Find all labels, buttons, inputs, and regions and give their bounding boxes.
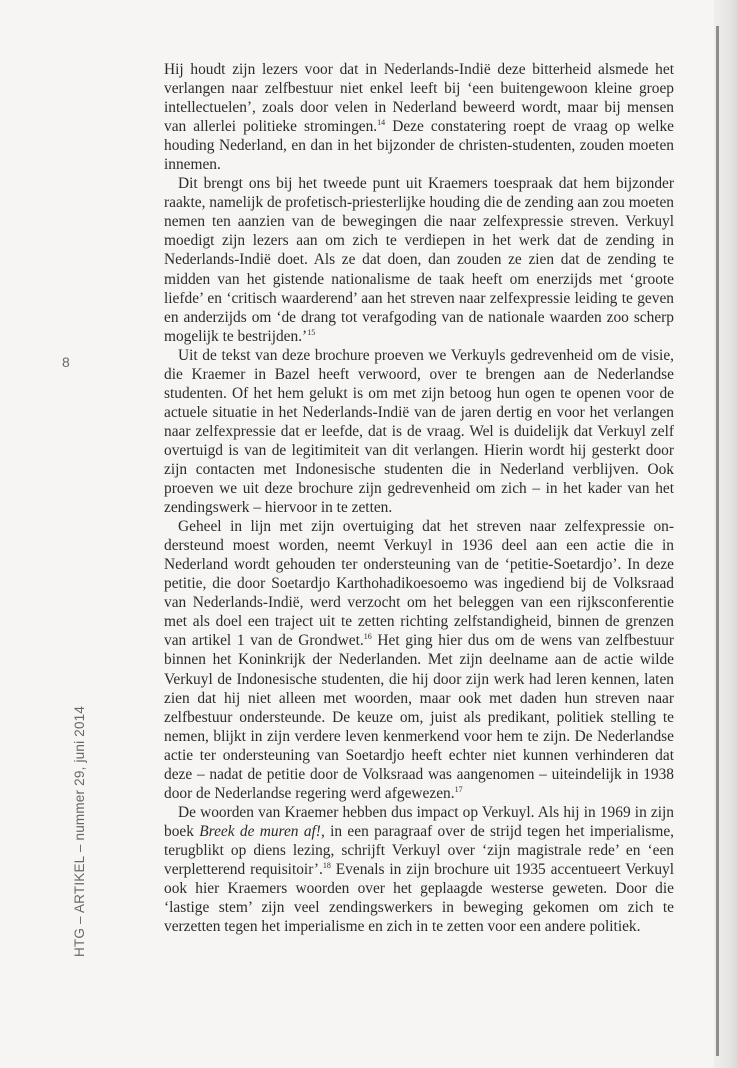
paragraph	[164, 517, 674, 803]
text-run: Evenals in zijn brochure uit 1935 accentueert Verkuyl ook hier Kraemers woorden over het geplaagde westerse geweten. Door die ‘lastige stem’ zijn veel zendingswerkers in beweging gekomen om zich te verzetten tegen het imperialisme en zich in te zetten voor een andere politiek.	[164, 860, 674, 936]
footnote-ref: 16	[363, 632, 372, 642]
footnote-ref: 14	[377, 118, 386, 128]
text-run: Dit brengt ons bij het tweede punt uit Kraemers toespraak dat hem bijzonder raakte, namelijk de profetisch-priesterlijke houding die de zending aan zou moeten nemen ten aanzien van de bewegingen die naar zelfexpressie streven. Verkuyl moedigt zijn lezers aan om zich te verdiepen in het werk dat de zending in Nederlands-Indië doet. Als ze dat doen, dan zouden ze zien dat de zending te midden van het gistende nationalisme de taak heeft om enerzijds met ‘groote liefde’ en ‘critisch waarderend’ aan het streven naar zelfexpressie leiding te geven en anderzijds om ‘de drang tot verafgoding van de nationale waarden zoo scherp mogelijk te bestrijden.’	[164, 175, 674, 345]
paragraph	[164, 60, 674, 174]
text-run: Uit de tekst van deze brochure proeven we Verkuyls gedrevenheid om de visie, die Kraemer in Bazel heeft verwoord, over te brengen aan de Nederlandse studenten. Of het hem gelukt is om met zijn betoog hun ogen te openen voor de actuele situatie in het Nederlands-Indië van de jaren dertig en voor het verlangen naar zelfexpressie dat er leefde, dat is de vraag. Wel is duidelijk dat Verkuyl zelf overtuigd is van de legitimiteit van dit verlangen. Hierin wordt hij gesterkt door zijn contacten met Indonesische studenten die in Nederland verblijven. Ook proeven we uit deze brochure zijn gedrevenheid om zich – in het kader van het zendingswerk – hiervoor in te zetten.	[164, 346, 674, 517]
text-run: Geheel in lijn met zijn overtuiging dat het streven naar zelfexpressie ondersteund moest worden, neemt Verkuyl in 1936 deel aan een actie die in Nederland wordt gehouden ter ondersteuning van de ‘petitie-Soetardjo’. In deze petitie, die door Soetardjo Karthohadikoesoemo was ingediend bij de Volksraad van Nederlands-Indië, werd verzocht om het beleggen van een rijksconferentie met als doel een traject uit te zetten richting zelfstandigheid, binnen de grenzen van artikel 1 van de Grondwet.	[164, 518, 674, 650]
paragraph	[164, 346, 674, 517]
article-body	[164, 60, 674, 936]
paragraph	[164, 174, 674, 345]
text-run: , in een paragraaf over de strijd tegen het imperialisme, terugblikt op diens lezing, schrijft Verkuyl over ‘zijn magistrale rede’ en ‘een verpletterend requisitoir’.	[164, 822, 675, 878]
paragraph	[164, 803, 674, 936]
text-run: Deze constatering roept de vraag op welke houding Nederland, en dan in het bijzonder de christen-studenten, zouden moeten innemen.	[164, 118, 674, 174]
page-number: 8	[62, 354, 70, 370]
text-run: Hij houdt zijn lezers voor dat in Nederlands-Indië deze bitterheid alsmede het verlangen naar zelfbestuur niet enkel leeft bij ‘een buitengewoon kleine groep intellectuelen’, zoals door velen in Nederland beweerd wordt, maar bij mensen van allerlei politieke stromingen.	[164, 61, 674, 136]
page-edge-line	[716, 26, 719, 1056]
text-run: De woorden van Kraemer hebben dus impact op Verkuyl. Als hij in 1969 in zijn boek	[164, 803, 674, 840]
running-head: HTG – ARTIKEL – nummer 29, juni 2014	[72, 705, 87, 957]
footnote-ref: 18	[322, 860, 331, 870]
footnote-ref: 17	[454, 784, 463, 794]
footnote-ref: 15	[307, 327, 316, 337]
text-run: Het ging hier dus om de wens van zelfbestuur binnen het Koninkrijk der Nederlanden. Met zijn deelname aan de actie wilde Verkuyl de Indonesische studenten, die hij door zijn werk had leren kennen, laten zien dat hij niet alleen met woorden, maar ook met daden hun streven naar zelfbestuur ondersteunde. De keuze om, juist als predikant, politiek stelling te nemen, blijkt in zijn verdere leven kenmerkend voor hem te zijn. De Nederlandse actie ter ondersteuning van Soetardjo heeft echter niet kunnen verhinderen dat deze – nadat de petitie door de Volksraad was aangenomen – uiteindelijk in 1938 door de Nederlandse regering werd afgewezen.	[164, 632, 675, 802]
book-title: Breek de muren af!	[199, 822, 321, 840]
